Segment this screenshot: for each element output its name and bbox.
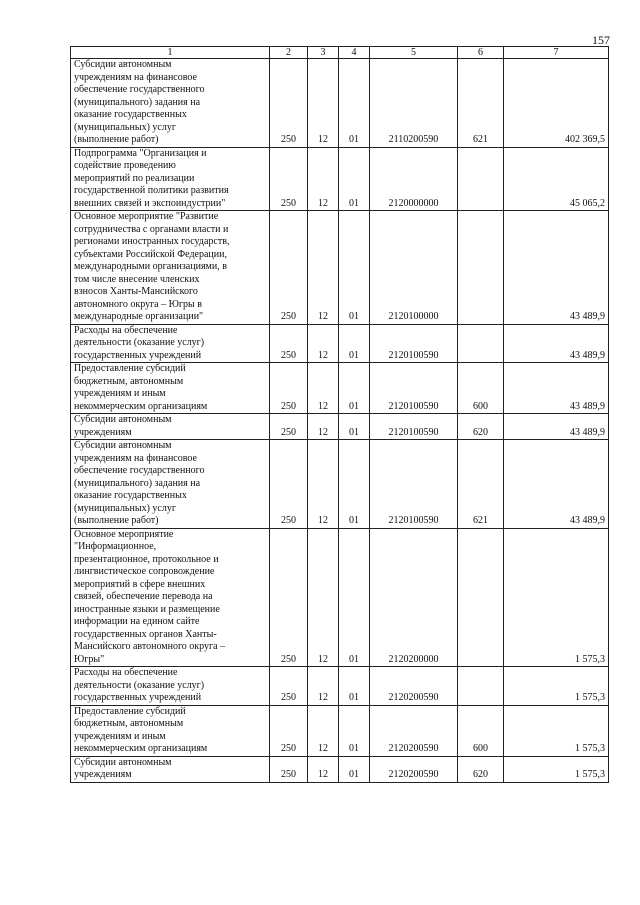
section-code: 12 [308,756,339,782]
item-name: Расходы на обеспечение деятельности (оказание услуг) государственных учреждений [71,324,270,363]
expense-type-code [458,147,504,211]
subsection-code: 01 [339,756,370,782]
section-code: 12 [308,147,339,211]
table-row [71,324,609,363]
header-cell: 7 [504,47,609,59]
expense-type-code [458,324,504,363]
target-article-code: 2120100000 [370,211,458,325]
section-code: 12 [308,440,339,529]
section-code: 12 [308,528,339,667]
ministry-code: 250 [270,414,308,440]
item-name: Субсидии автономным учреждениям на финансовое обеспечение государственного (муниципального) задания на оказание государственных (муниципальных) услуг (выполнение работ) [71,440,270,529]
target-article-code: 2120200590 [370,667,458,706]
section-code: 12 [308,59,339,148]
item-name: Подпрограмма "Организация и содействие проведению мероприятий по реализации государственной политики развития внешних связей и экспоиндустрии" [71,147,270,211]
target-article-code: 2110200590 [370,59,458,148]
expense-type-code: 621 [458,440,504,529]
target-article-code: 2120100590 [370,324,458,363]
subsection-code: 01 [339,363,370,414]
table-row [71,705,609,756]
expense-type-code [458,528,504,667]
ministry-code: 250 [270,363,308,414]
section-code: 12 [308,363,339,414]
section-code: 12 [308,211,339,325]
item-name: Предоставление субсидий бюджетным, автономным учреждениям и иным некоммерческим организациям [71,705,270,756]
item-name: Основное мероприятие "Развитие сотрудничества с органами власти и регионами иностранных государств, субъектами Российской Федерации, международными организациями, в том числе внесение членских взносов Ханты-Мансийского автономного округа – Югры в международные организации" [71,211,270,325]
subsection-code: 01 [339,147,370,211]
amount: 43 489,9 [504,363,609,414]
target-article-code: 2120200000 [370,528,458,667]
header-cell: 5 [370,47,458,59]
subsection-code: 01 [339,528,370,667]
expense-type-code: 600 [458,363,504,414]
ministry-code: 250 [270,59,308,148]
target-article-code: 2120100590 [370,414,458,440]
expense-type-code: 600 [458,705,504,756]
item-name: Субсидии автономным учреждениям [71,414,270,440]
expense-type-code: 620 [458,756,504,782]
table-row [71,528,609,667]
amount: 43 489,9 [504,211,609,325]
target-article-code: 2120100590 [370,363,458,414]
table-row [71,211,609,325]
section-code: 12 [308,705,339,756]
table-row [71,363,609,414]
target-article-code: 2120200590 [370,705,458,756]
amount: 1 575,3 [504,705,609,756]
subsection-code: 01 [339,211,370,325]
page-number: 157 [592,33,610,47]
ministry-code: 250 [270,756,308,782]
amount: 1 575,3 [504,756,609,782]
amount: 1 575,3 [504,667,609,706]
amount: 43 489,9 [504,440,609,529]
header-cell: 1 [71,47,270,59]
ministry-code: 250 [270,705,308,756]
amount: 1 575,3 [504,528,609,667]
target-article-code: 2120200590 [370,756,458,782]
ministry-code: 250 [270,440,308,529]
table-row [71,756,609,782]
header-cell: 2 [270,47,308,59]
amount: 43 489,9 [504,414,609,440]
subsection-code: 01 [339,667,370,706]
section-code: 12 [308,324,339,363]
header-cell: 3 [308,47,339,59]
item-name: Предоставление субсидий бюджетным, автономным учреждениям и иным некоммерческим организациям [71,363,270,414]
table-row [71,667,609,706]
subsection-code: 01 [339,59,370,148]
expense-type-code [458,667,504,706]
header-row [71,47,609,59]
table-row [71,414,609,440]
item-name: Расходы на обеспечение деятельности (оказание услуг) государственных учреждений [71,667,270,706]
amount: 45 065,2 [504,147,609,211]
ministry-code: 250 [270,528,308,667]
subsection-code: 01 [339,440,370,529]
ministry-code: 250 [270,147,308,211]
item-name: Субсидии автономным учреждениям на финансовое обеспечение государственного (муниципального) задания на оказание государственных (муниципальных) услуг (выполнение работ) [71,59,270,148]
amount: 402 369,5 [504,59,609,148]
ministry-code: 250 [270,211,308,325]
ministry-code: 250 [270,324,308,363]
table-row [71,440,609,529]
subsection-code: 01 [339,324,370,363]
header-cell: 6 [458,47,504,59]
table-row [71,59,609,148]
section-code: 12 [308,667,339,706]
ministry-code: 250 [270,667,308,706]
header-cell: 4 [339,47,370,59]
expense-type-code: 620 [458,414,504,440]
section-code: 12 [308,414,339,440]
budget-table [70,46,609,783]
item-name: Основное мероприятие "Информационное, презентационное, протокольное и лингвистическое сопровождение мероприятий в сфере внешних связей, обеспечение перевода на иностранные языки и размещение информации на едином сайте государственных органов Ханты- Мансийского автономного округа – Югры" [71,528,270,667]
target-article-code: 2120000000 [370,147,458,211]
table-row [71,147,609,211]
expense-type-code [458,211,504,325]
amount: 43 489,9 [504,324,609,363]
subsection-code: 01 [339,414,370,440]
subsection-code: 01 [339,705,370,756]
expense-type-code: 621 [458,59,504,148]
item-name: Субсидии автономным учреждениям [71,756,270,782]
target-article-code: 2120100590 [370,440,458,529]
